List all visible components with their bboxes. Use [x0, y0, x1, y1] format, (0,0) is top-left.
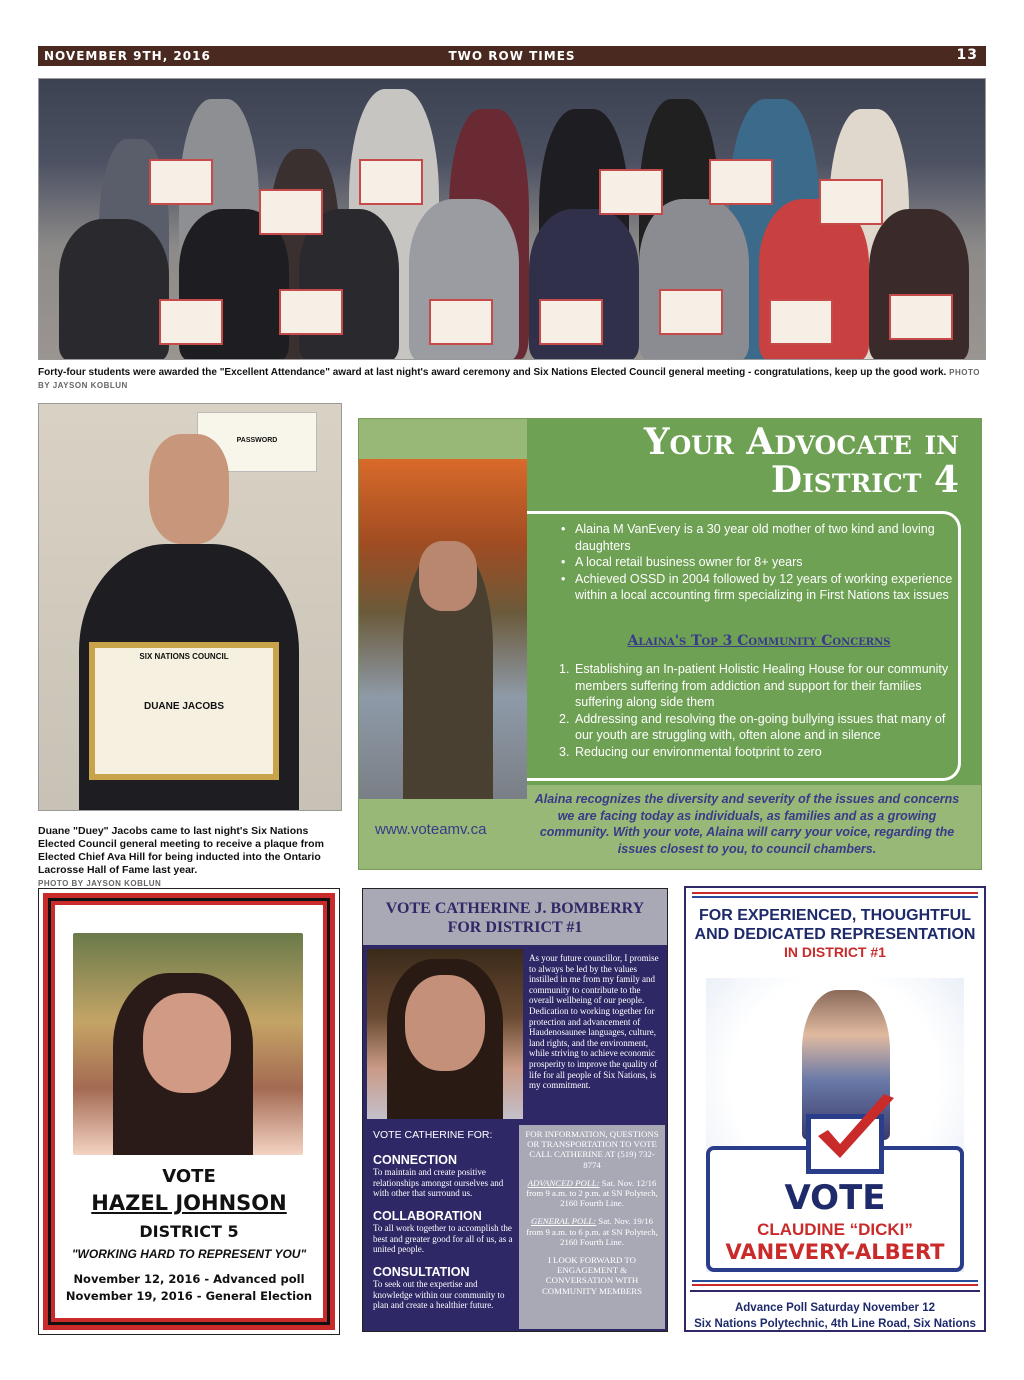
duane-photo-credit: PHOTO BY JAYSON KOBLUN — [38, 879, 162, 888]
students-photo-credit: PHOTO BY JAYSON KOBLUN — [38, 368, 980, 390]
alaina-title — [644, 423, 959, 499]
hazel-district: DISTRICT 5 — [139, 1222, 239, 1241]
contact-info: FOR INFORMATION, QUESTIONS OR TRANSPORTATION TO VOTE CALL CATHERINE AT (519) 732-8774 — [525, 1129, 659, 1170]
claudine-last-name: VANEVERY-ALBERT — [725, 1240, 945, 1264]
hazel-dates — [59, 1271, 319, 1305]
duane-caption — [38, 825, 342, 890]
list-item: 1. Establishing an In-patient Holistic Healing House for our community members suffering from addiction and support for their families suffering along side them — [559, 662, 949, 709]
catherine-closing: I LOOK FORWARD TO ENGAGEMENT & CONVERSATION WITH COMMUNITY MEMBERS — [541, 1255, 643, 1296]
students-caption — [38, 366, 988, 392]
students-caption-text: Forty-four students were awarded the "Excellent Attendance" award at last night's award ceremony and Six Nations Elected Council general meeting - congratulations, keep up the good work. — [38, 367, 947, 378]
hazel-name: HAZEL JOHNSON — [91, 1191, 287, 1215]
alaina-bullets — [559, 521, 959, 604]
catherine-title-line2: FOR DISTRICT #1 — [447, 919, 583, 936]
point-title: COLLABORATION — [373, 1209, 482, 1223]
alaina-photo — [359, 459, 527, 799]
concerns-title: Alaina's Top 3 Community Concerns — [627, 633, 891, 649]
students-photo — [38, 78, 986, 360]
alaina-title-line2: District 4 — [770, 459, 959, 501]
newspaper-name: TWO ROW TIMES — [448, 49, 576, 63]
point-title: CONNECTION — [373, 1153, 458, 1167]
advance-poll-line: Advance Poll Saturday November 12 — [734, 1302, 936, 1314]
claudine-vanevery-albert-ad — [684, 886, 986, 1332]
claudine-district: IN DISTRICT #1 — [784, 944, 886, 960]
hazel-ad-inner — [59, 909, 319, 1314]
point-text: To all work together to accomplish the best and greater good for all of us, as a united people. — [373, 1223, 513, 1255]
hazel-slogan: "WORKING HARD TO REPRESENT YOU" — [71, 1247, 307, 1261]
duane-caption-text: Duane "Duey" Jacobs came to last night's Six Nations Elected Council general meeting to receive a plaque from Elected Chief Ava Hill for being inducted into the Ontario Lacrosse Hall of Fame last year. — [38, 825, 324, 876]
plaque-name: DUANE JACOBS — [143, 701, 224, 712]
plaque-header: SIX NATIONS COUNCIL — [139, 652, 229, 661]
alaina-closing: Alaina recognizes the diversity and severity of the issues and concerns we are facing today as individuals, as families and as a growing community. With your vote, Alaina will carry your voice, regarding the issues closest to you, to council chambers. — [534, 792, 960, 856]
alaina-vanevery-ad — [358, 418, 982, 870]
list-item: • Alaina M VanEvery is a 30 year old mother of two kind and loving daughters — [559, 521, 959, 554]
claudine-heading: FOR EXPERIENCED, THOUGHTFUL AND DEDICATED REPRESENTATION — [694, 907, 976, 943]
concerns-list — [559, 661, 959, 760]
claudine-vote: VOTE — [784, 1178, 886, 1218]
catherine-title-line1: VOTE CATHERINE J. BOMBERRY — [385, 900, 645, 917]
campaign-url[interactable]: www.voteamv.ca — [375, 821, 487, 838]
catherine-bio: As your future councillor, I promise to always be led by the values instilled in me from my family and community to contribute to the overall wellbeing of our people. Dedication to working together for protection and advancement of Haudenosaunee languages, culture, land rights, and the environment, while striving to achieve economic prosperity to improve the quality of life for all people of Six Nations, is my commitment. — [529, 953, 659, 1091]
duane-jacobs-photo — [38, 403, 342, 811]
claudine-footer — [690, 1290, 980, 1330]
vote-for-label: VOTE CATHERINE FOR: — [373, 1129, 493, 1141]
catherine-bomberry-ad — [362, 888, 668, 1332]
top-stripes — [692, 892, 978, 898]
advanced-poll-info: ADVANCED POLL: Sat. Nov. 12/16 from 9 a.m. to 2 p.m. at SN Polytech, 2160 Fourth Line. — [526, 1177, 658, 1209]
general-election-date: November 19, 2016 - General Election — [65, 1289, 313, 1303]
catherine-photo — [367, 949, 523, 1119]
award-plaque — [89, 642, 279, 780]
general-poll-info: GENERAL POLL: Sat. Nov. 19/16 from 9 a.m. to 6 p.m. at SN Polytech, 2160 Fourth Line. — [526, 1216, 658, 1247]
claudine-first-name: CLAUDINE “DICKI” — [757, 1220, 913, 1239]
checkmark-icon — [810, 1092, 900, 1172]
point-text: To seek out the expertise and knowledge within our community to plan and create a healthier future. — [373, 1279, 505, 1311]
claudine-ballot-area — [706, 978, 964, 1272]
point-title: CONSULTATION — [373, 1265, 470, 1279]
list-item: • Achieved OSSD in 2004 followed by 12 years of working experience within a local accounting firm specializing in First Nations tax issues — [559, 571, 959, 604]
advanced-poll-date: November 12, 2016 - Advanced poll — [73, 1272, 305, 1286]
issue-date: NOVEMBER 9TH, 2016 — [44, 49, 211, 63]
alaina-title-line1: Your Advocate in — [643, 421, 959, 463]
list-item: 2. Addressing and resolving the on-going bullying issues that many of our youth are struggling with, often alone and in silence — [559, 711, 946, 742]
catherine-title — [363, 899, 667, 937]
hazel-photo — [73, 933, 303, 1155]
list-item: • A local retail business owner for 8+ years — [559, 554, 959, 571]
list-item: 3. Reducing our environmental footprint to zero — [559, 744, 822, 759]
location-line: Six Nations Polytechnic, 4th Line Road, Six Nations — [694, 1318, 976, 1330]
hazel-johnson-ad — [38, 888, 340, 1335]
bottom-stripes — [692, 1280, 978, 1286]
ballot-box — [706, 1146, 964, 1272]
catherine-platform — [367, 1125, 517, 1327]
catherine-info — [519, 1125, 665, 1329]
password-sign: PASSWORD — [197, 412, 317, 472]
page-number: 13 — [956, 47, 978, 63]
hazel-vote: VOTE — [162, 1166, 216, 1187]
page-header — [38, 46, 986, 66]
point-text: To maintain and create positive relationships amongst ourselves and with other that surround us. — [373, 1167, 504, 1199]
